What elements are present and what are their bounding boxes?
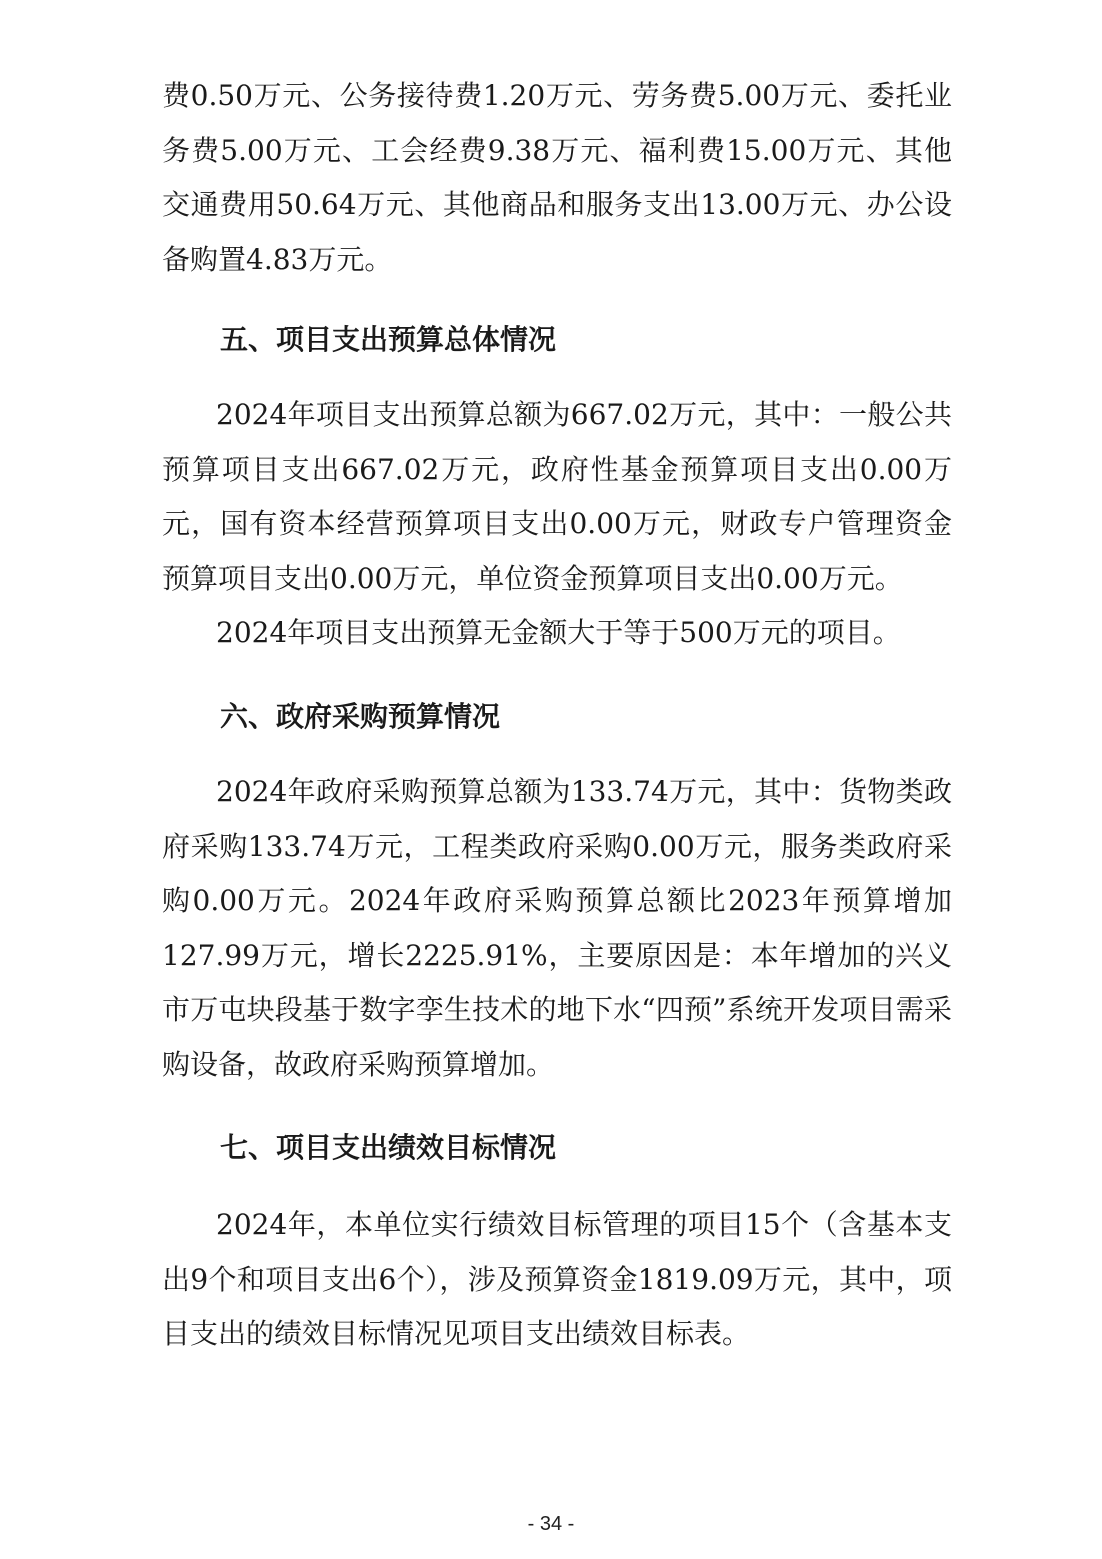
heading-section-7 — [162, 1128, 952, 1168]
paragraph-text: 2024年政府采购预算总额为133.74万元，其中：货物类政府采购133.74万元，工程类政府采购0.00万元，服务类政府采购0.00万元。2024年政府采购预算总额比2023年预算增加127.99万元，增长2225.91%，主要原因是：本年增加的兴义市万屯块段基于数字孪生技术的地下水“四预”系统开发项目需采购设备，故政府采购预算增加。 — [162, 775, 952, 1081]
section-heading: 六、政府采购预算情况 — [220, 700, 501, 733]
paragraph-text: 2024年项目支出预算无金额大于等于500万元的项目。 — [216, 616, 901, 650]
paragraph-text: 2024年，本单位实行绩效目标管理的项目15个（含基本支出9个和项目支出6个），涉及预算资金1819.09万元，其中，项目支出的绩效目标情况见项目支出绩效目标表。 — [162, 1208, 952, 1351]
section-heading: 五、项目支出预算总体情况 — [220, 323, 557, 356]
paragraph-project-budget — [162, 388, 952, 661]
heading-section-6 — [162, 697, 952, 737]
page-number: - 34 - — [527, 1513, 575, 1535]
paragraph-procurement — [162, 765, 952, 1093]
paragraph-text: 2024年项目支出预算总额为667.02万元，其中：一般公共预算项目支出667.02万元，政府性基金预算项目支出0.00万元，国有资本经营预算项目支出0.00万元，财政专户管理资金预算项目支出0.00万元，单位资金预算项目支出0.00万元。 — [162, 398, 952, 595]
section-heading: 七、项目支出绩效目标情况 — [220, 1131, 557, 1164]
paragraph-text: 费0.50万元、公务接待费1.20万元、劳务费5.00万元、委托业务费5.00万元、工会经费9.38万元、福利费15.00万元、其他交通费用50.64万元、其他商品和服务支出13.00万元、办公设备购置4.83万元。 — [162, 79, 952, 276]
heading-section-5 — [162, 320, 952, 360]
paragraph-expense-list — [162, 69, 952, 287]
paragraph-performance — [162, 1198, 952, 1362]
